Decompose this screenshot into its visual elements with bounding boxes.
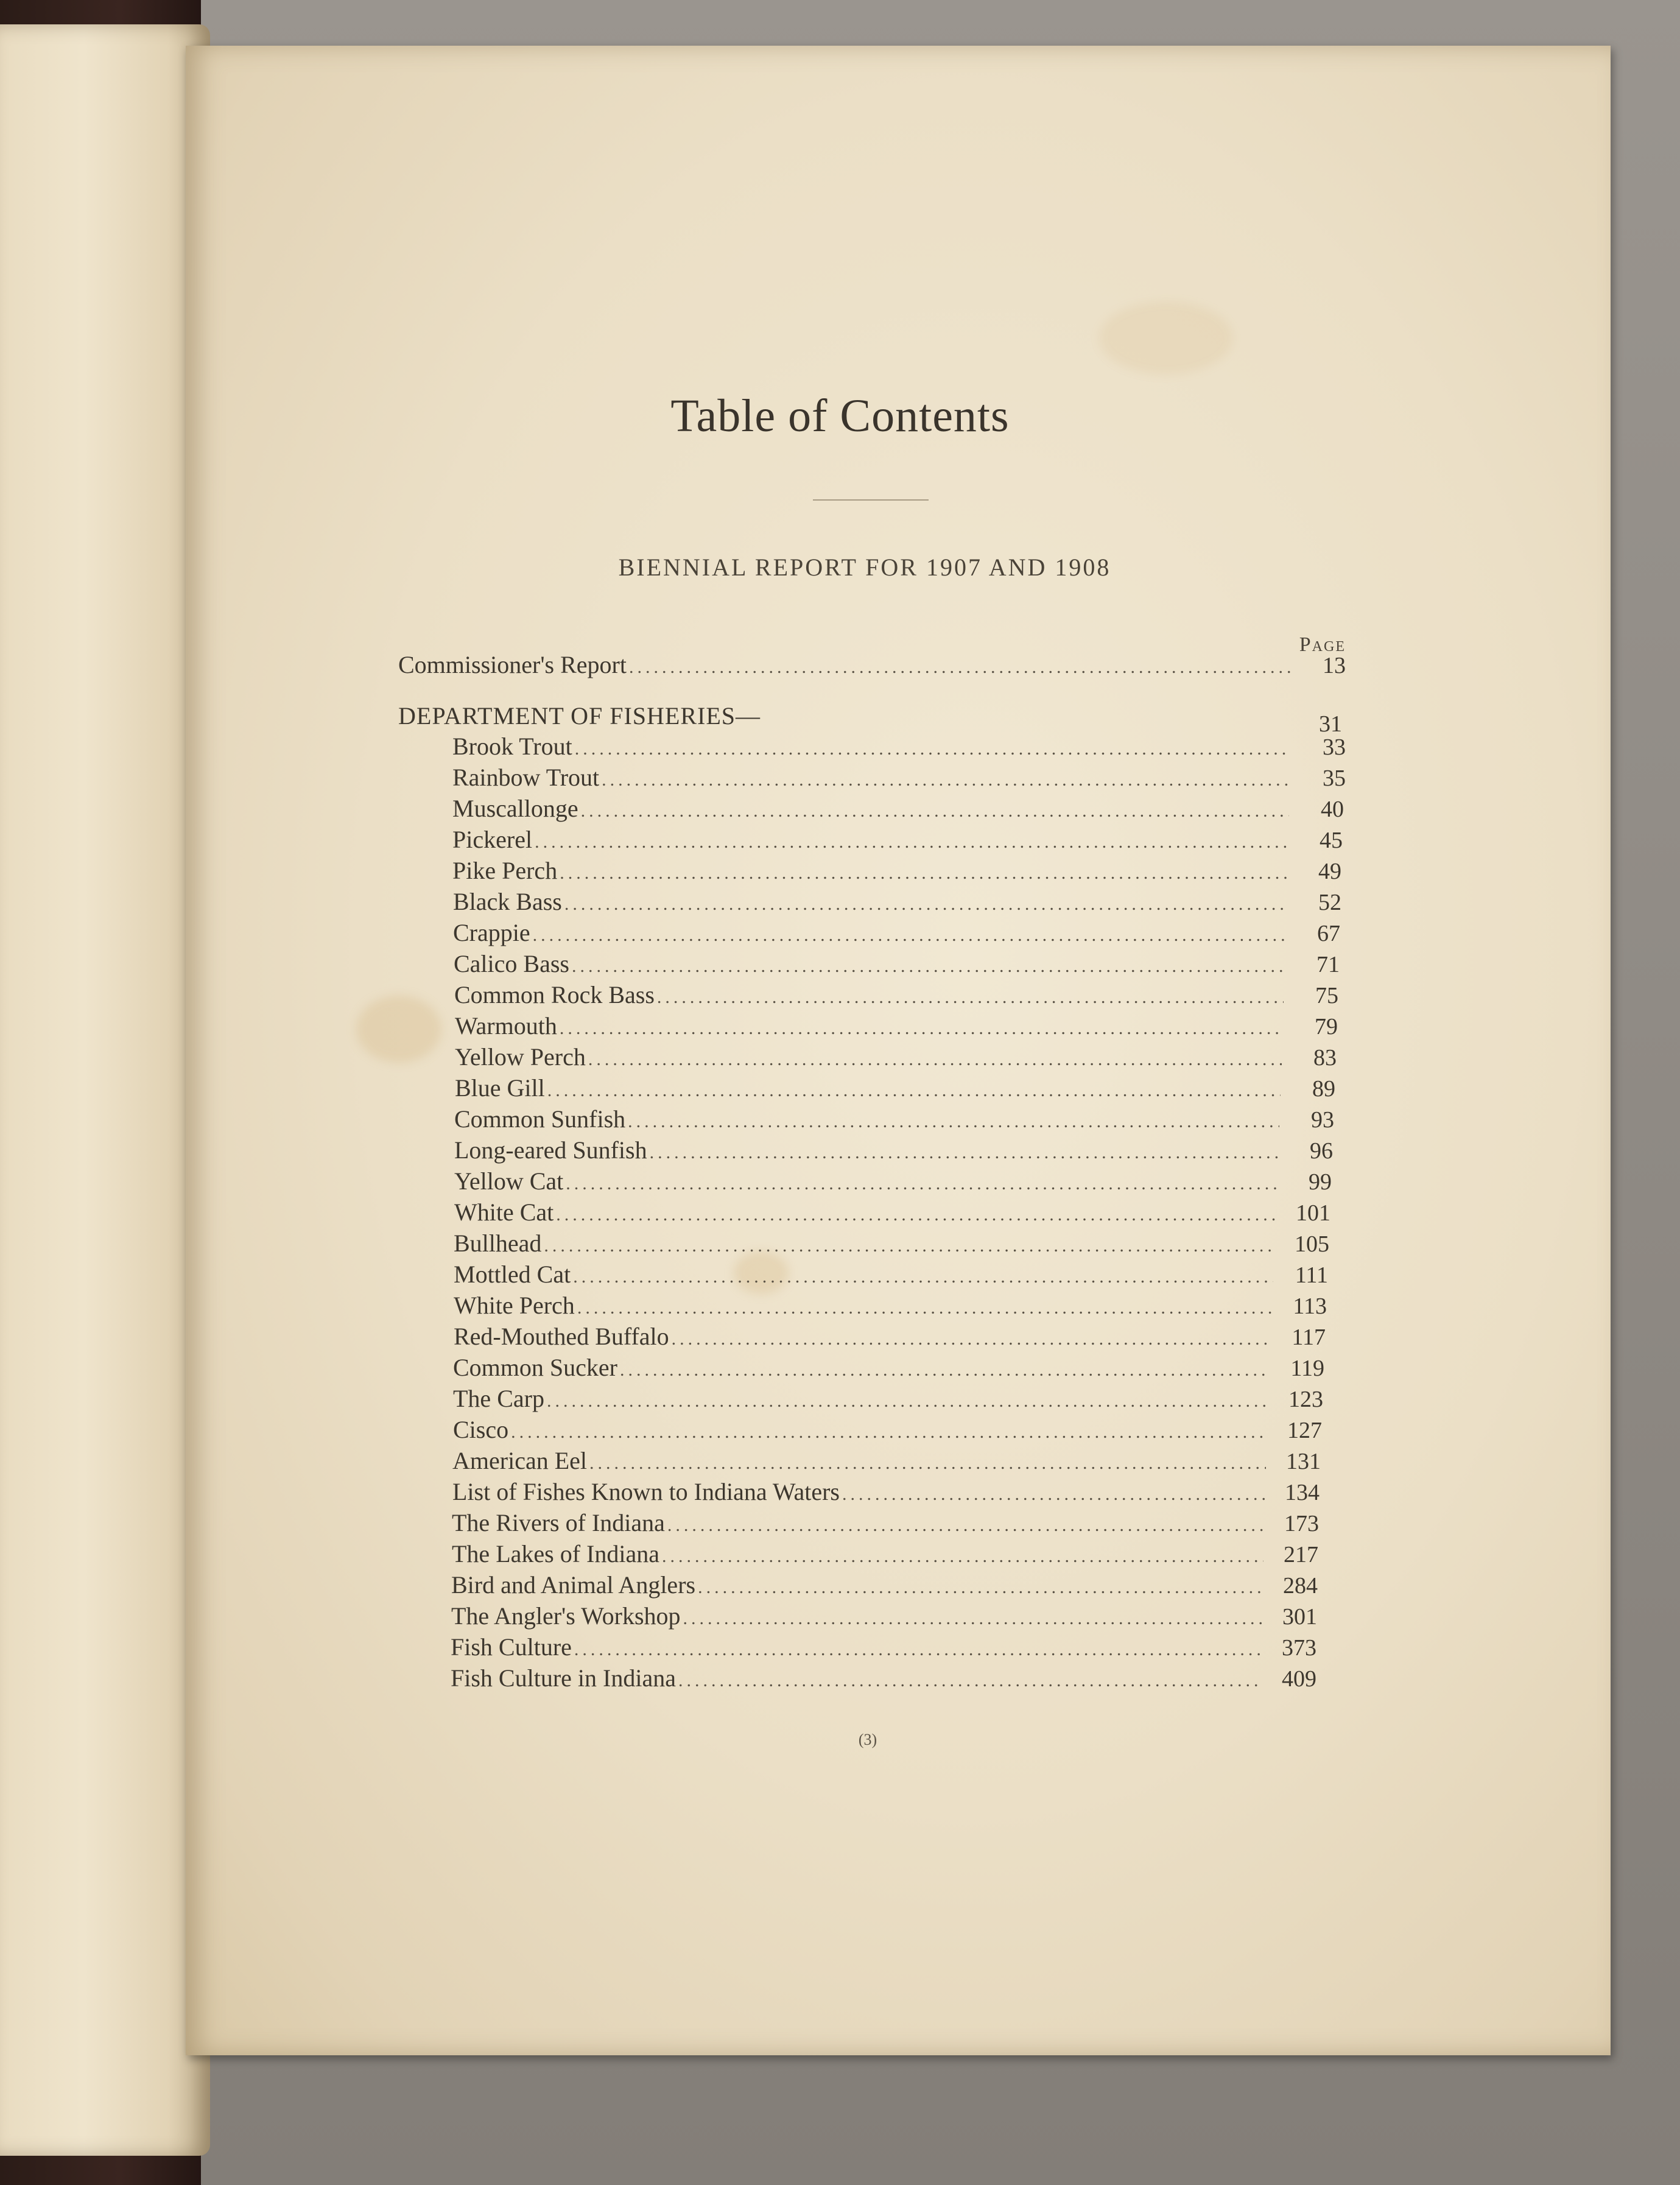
toc-entry-label: Common Sucker xyxy=(453,1354,617,1381)
leader-dots xyxy=(629,657,1291,678)
toc-entry xyxy=(452,1539,1318,1570)
page-title: Table of Contents xyxy=(670,390,1010,442)
toc-entry xyxy=(453,918,1340,949)
leader-dots xyxy=(556,1205,1276,1225)
toc-entry-label: Pickerel xyxy=(452,826,533,853)
toc-entry xyxy=(453,887,1341,918)
toc-entry-label: Bullhead xyxy=(454,1230,542,1257)
toc-entry-label: American Eel xyxy=(452,1447,587,1474)
toc-entry-page: 127 xyxy=(1287,1418,1322,1443)
leader-dots xyxy=(547,1391,1268,1412)
leader-dots xyxy=(535,832,1288,853)
toc-entry xyxy=(454,1260,1328,1290)
toc-entry-label: White Cat xyxy=(454,1198,554,1226)
toc-entry-label: Muscallonge xyxy=(452,795,578,822)
toc-entry xyxy=(454,1229,1329,1259)
leader-dots xyxy=(544,1236,1274,1256)
toc-entry xyxy=(451,1633,1316,1663)
leader-dots xyxy=(657,987,1284,1008)
toc-entry-label: Blue Gill xyxy=(455,1074,545,1102)
toc-entry xyxy=(452,763,1346,793)
toc-entry-page: 49 xyxy=(1318,859,1341,884)
toc-entry-page: 79 xyxy=(1315,1014,1338,1040)
toc-entry-page: 131 xyxy=(1286,1449,1321,1474)
toc-entry xyxy=(455,1074,1335,1104)
toc-entry xyxy=(451,1602,1317,1632)
toc-entry xyxy=(454,1291,1327,1321)
toc-entry-page: 134 xyxy=(1285,1480,1320,1505)
toc-entry xyxy=(398,650,1346,681)
toc-entry-page: 409 xyxy=(1282,1666,1316,1692)
leader-dots xyxy=(602,770,1291,790)
leader-dots xyxy=(650,1142,1278,1163)
toc-entry xyxy=(451,1571,1318,1601)
leader-dots xyxy=(573,1267,1273,1287)
toc-entry-page: 40 xyxy=(1321,797,1344,822)
leader-dots xyxy=(574,1639,1262,1660)
leader-dots xyxy=(698,1577,1263,1598)
toc-entry-label: Yellow Perch xyxy=(455,1043,586,1071)
toc-entry-page: 13 xyxy=(1323,653,1346,678)
toc-entry-label: Crappie xyxy=(453,919,530,946)
title-divider xyxy=(813,499,929,501)
leader-dots xyxy=(589,1453,1266,1474)
toc-entry-label: The Rivers of Indiana xyxy=(452,1509,665,1536)
toc-entry xyxy=(455,1043,1337,1073)
toc-entry-label: Fish Culture xyxy=(451,1633,572,1661)
leader-dots xyxy=(581,801,1289,822)
leader-dots xyxy=(588,1049,1282,1070)
toc-entry-label: Mottled Cat xyxy=(454,1261,571,1288)
toc-entry xyxy=(452,1477,1320,1508)
toc-entry xyxy=(452,1446,1321,1477)
toc-entry xyxy=(454,1322,1326,1353)
toc-entry-page: 45 xyxy=(1320,828,1343,853)
leader-dots xyxy=(672,1329,1271,1349)
toc-entry xyxy=(452,794,1344,825)
page-number: (3) xyxy=(858,1731,877,1748)
toc-entry-page: 89 xyxy=(1312,1076,1335,1102)
toc-entry xyxy=(455,1012,1338,1042)
toc-entry xyxy=(453,1353,1324,1384)
toc-entry-page: 52 xyxy=(1318,890,1341,915)
leader-dots xyxy=(628,1111,1279,1132)
leader-dots xyxy=(566,1173,1277,1194)
toc-entry-page: 373 xyxy=(1282,1635,1316,1661)
toc-entry xyxy=(454,980,1338,1011)
section-heading xyxy=(398,702,1342,737)
toc-entry-label: Cisco xyxy=(453,1416,509,1443)
toc-entry xyxy=(452,1508,1319,1539)
toc-entry-page: 75 xyxy=(1315,983,1338,1008)
toc-entry-page: 117 xyxy=(1292,1325,1326,1350)
toc-entry-page: 101 xyxy=(1296,1200,1330,1226)
toc-entry-label: White Perch xyxy=(454,1292,575,1319)
toc-entry-page: 67 xyxy=(1317,921,1340,946)
toc-entry-label: Calico Bass xyxy=(454,950,569,977)
toc-entry-label: Brook Trout xyxy=(452,733,572,760)
toc-entry-page: 284 xyxy=(1283,1573,1318,1599)
toc-entry-label: The Angler's Workshop xyxy=(451,1602,681,1630)
toc-entry xyxy=(451,1664,1316,1694)
toc-entry-label: Fish Culture in Indiana xyxy=(451,1664,676,1692)
toc-entry xyxy=(452,856,1341,887)
toc-entry xyxy=(454,1198,1330,1228)
toc-entry-page: 96 xyxy=(1310,1138,1333,1164)
section-heading-label: DEPARTMENT OF FISHERIES— xyxy=(398,702,761,730)
toc-entry xyxy=(453,1415,1322,1446)
toc-entry-label: Red-Mouthed Buffalo xyxy=(454,1323,669,1350)
toc-entry-page: 123 xyxy=(1288,1387,1323,1412)
toc-entry-page: 173 xyxy=(1284,1511,1319,1536)
toc-entry xyxy=(454,1105,1334,1135)
toc-entry-page: 105 xyxy=(1295,1231,1329,1257)
toc-entry xyxy=(452,732,1346,762)
toc-entry-label: Rainbow Trout xyxy=(452,764,600,791)
section-heading-page: 31 xyxy=(1319,711,1342,737)
toc-entry-label: Black Bass xyxy=(453,888,562,915)
leader-dots xyxy=(842,1484,1265,1505)
toc-entry xyxy=(454,949,1340,980)
toc-entry-page: 113 xyxy=(1293,1293,1327,1319)
leader-dots xyxy=(620,1360,1270,1381)
page-stain xyxy=(1099,301,1233,375)
toc-entry xyxy=(452,825,1343,856)
toc-entry-label: The Carp xyxy=(453,1385,544,1412)
left-page-curl xyxy=(0,24,210,2156)
toc-entry-page: 99 xyxy=(1309,1169,1332,1195)
leader-dots xyxy=(667,1515,1264,1536)
toc-entry-label: Long-eared Sunfish xyxy=(454,1136,647,1164)
leader-dots xyxy=(547,1080,1281,1101)
toc-entry xyxy=(454,1136,1333,1166)
page-column-label: Page xyxy=(1299,633,1346,656)
toc-entry xyxy=(454,1167,1332,1197)
leader-dots xyxy=(564,894,1287,915)
toc-entry-page: 111 xyxy=(1295,1262,1328,1288)
toc-entry-label: Common Rock Bass xyxy=(454,981,655,1008)
toc-entry-label: Commissioner's Report xyxy=(398,651,627,678)
toc-entry-page: 83 xyxy=(1313,1045,1337,1071)
leader-dots xyxy=(511,1422,1267,1443)
page-stain xyxy=(356,996,441,1063)
leader-dots xyxy=(577,1298,1272,1318)
leader-dots xyxy=(572,956,1285,977)
toc-entry-page: 93 xyxy=(1311,1107,1334,1133)
toc-entry-page: 119 xyxy=(1290,1356,1324,1381)
toc-entry-page: 35 xyxy=(1323,765,1346,791)
leader-dots xyxy=(560,863,1287,884)
toc-entry-label: Bird and Animal Anglers xyxy=(451,1571,696,1599)
toc-entry-page: 71 xyxy=(1316,952,1340,977)
toc-entry-page: 217 xyxy=(1284,1542,1318,1567)
leader-dots xyxy=(683,1608,1262,1629)
toc-entry-label: Common Sunfish xyxy=(454,1105,626,1133)
toc-entry-label: The Lakes of Indiana xyxy=(452,1540,659,1567)
toc-entry xyxy=(453,1384,1323,1415)
leader-dots xyxy=(575,739,1291,759)
leader-dots xyxy=(560,1018,1283,1039)
leader-dots xyxy=(533,925,1285,946)
leader-dots xyxy=(662,1546,1264,1567)
toc-entry-label: List of Fishes Known to Indiana Waters xyxy=(452,1478,840,1505)
toc-entry-page: 301 xyxy=(1282,1604,1317,1630)
toc-entry-label: Yellow Cat xyxy=(454,1167,564,1195)
toc-entry-label: Warmouth xyxy=(455,1012,557,1040)
leader-dots xyxy=(678,1670,1262,1691)
toc-entry-page: 33 xyxy=(1323,734,1346,760)
report-subtitle: BIENNIAL REPORT FOR 1907 AND 1908 xyxy=(618,554,1111,581)
toc-entry-label: Pike Perch xyxy=(452,857,558,884)
